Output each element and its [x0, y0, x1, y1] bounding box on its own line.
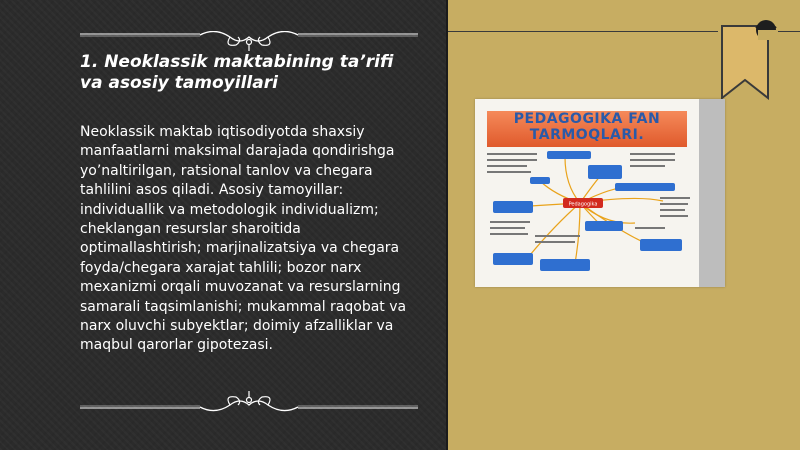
- image-shadow: [699, 99, 725, 287]
- image-heading-line2: TARMOQLARI.: [529, 127, 645, 143]
- top-rule-line-right: [776, 31, 800, 32]
- slide-title: 1. Neoklassik maktabining ta’rifi va asosiy tamoyillari: [80, 52, 394, 93]
- pedagogika-mindmap-image: [475, 99, 725, 287]
- mindmap-diagram: [485, 145, 700, 287]
- image-heading: [487, 111, 687, 147]
- slide-body-text: Neoklassik maktab iqtisodiyotda shaxsiy manfaatlarni maksimal darajada qondirishga yo’naltirilgan, ratsional tanlov va chegara tahlilini asos qiladi. Asosiy tamoyillar: individuallik va metodologik individualizm; cheklangan resurslar sharoitida optimallashtirish; marjinalizatsiya va chegara foyda/chegara xarajat tahlili; bozor narx mexanizmi orqali muvozanat va resurslarning samarali taqsimlanishi; mukammal raqobat va narx oluvchi subyektlar; doimiy afzalliklar va maqbul qarorlar gipotezasi.: [80, 124, 407, 354]
- top-rule-line: [448, 31, 718, 32]
- ornament-divider-icon: [80, 31, 418, 53]
- bookmark-ribbon-icon: [718, 18, 778, 100]
- image-heading-line1: PEDAGOGIKA FAN: [513, 111, 661, 127]
- ornament-divider-icon: [80, 390, 418, 412]
- mindmap-center-label: Pedagogika: [568, 201, 598, 208]
